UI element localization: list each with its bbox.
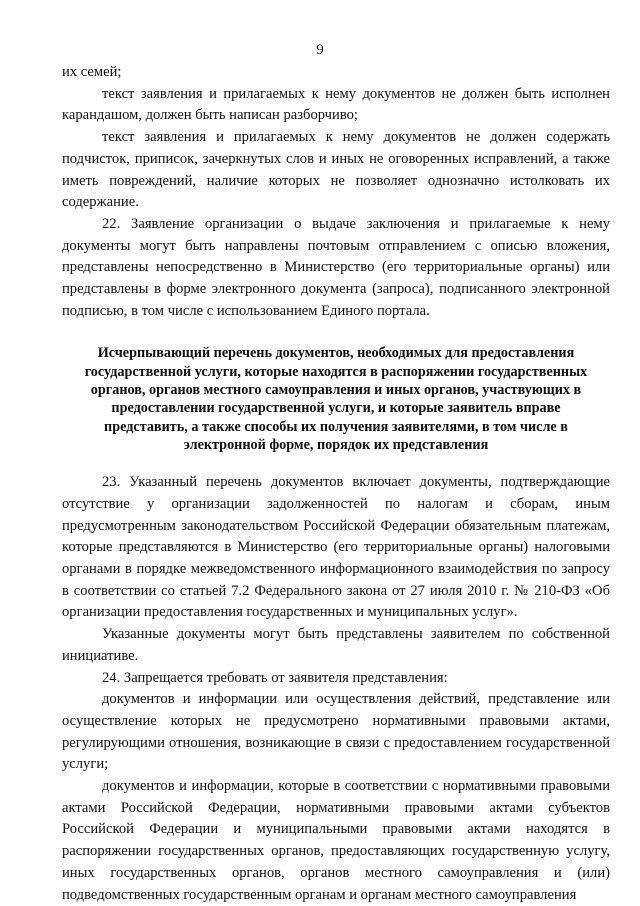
paragraph-continuation: их семей; <box>62 64 122 80</box>
paragraph-own-initiative: Указанные документы могут быть представлены заявителем по собственной инициативе. <box>62 626 610 664</box>
paragraph-item-22: 22. Заявление организации о выдаче заключения и прилагаемые к нему документы могут быть направлены почтовым отправлением с описью вложения, представлены непосредственно в Министерство (его территориальные органы) или представлены в форме электронного документа (запроса), подписанного электронной подписью, в том числе с использованием Единого портала. <box>62 215 610 319</box>
page-number: 9 <box>316 42 324 58</box>
paragraph-corrections-rule: текст заявления и прилагаемых к нему документов не должен содержать подчисток, приписок, зачеркнутых слов и иных не оговоренных исправлений, а также иметь повреждений, наличие которых не позволяет однозначно истолковать их содержание. <box>62 129 610 211</box>
document-body <box>62 62 610 906</box>
paragraph-prohibition-1: документов и информации или осуществления действий, представление или осуществление которых не предусмотрено нормативными правовыми актами, регулирующими отношения, возникающие в связи с предоставлением государственной услуги; <box>62 691 610 773</box>
section-heading: Исчерпывающий перечень документов, необходимых для предоставления государственной услуги, которые находятся в распоряжении государственных органов, органов местного самоуправления и иных органов, участвующих в предоставлении государственной услуги, и которые заявитель вправе представить, а также способы их получения заявителями, в том числе в электронной форме, порядок их представления <box>84 345 588 453</box>
paragraph-item-24: 24. Запрещается требовать от заявителя представления: <box>102 669 448 686</box>
paragraph-item-23: 23. Указанный перечень документов включает документы, подтверждающие отсутствие у организации задолженностей по налогам и сборам, иным предусмотренным законодательством Российской Федерации обязательным платежам, которые представляются в Министерство (его территориальные органы) налоговыми органами в порядке межведомственного информационного взаимодействия по запросу в соответствии со статьей 7.2 Федерального закона от 27 июля 2010 г. № 210-ФЗ «Об организации предоставления государственных и муниципальных услуг». <box>62 474 610 621</box>
paragraph-handwriting-rule: текст заявления и прилагаемых к нему документов не должен быть исполнен карандашом, должен быть написан разборчиво; <box>62 85 610 124</box>
paragraph-prohibition-2: документов и информации, которые в соответствии с нормативными правовыми актами Российской Федерации, нормативными правовыми актами субъектов Российской Федерации и муниципальными правовыми актами находятся в распоряжении государственных органов, предоставляющих государственную услугу, иных государственных органов, органов местного самоуправления и (или) подведомственных государственным органам и органам местного самоуправления <box>62 778 610 903</box>
